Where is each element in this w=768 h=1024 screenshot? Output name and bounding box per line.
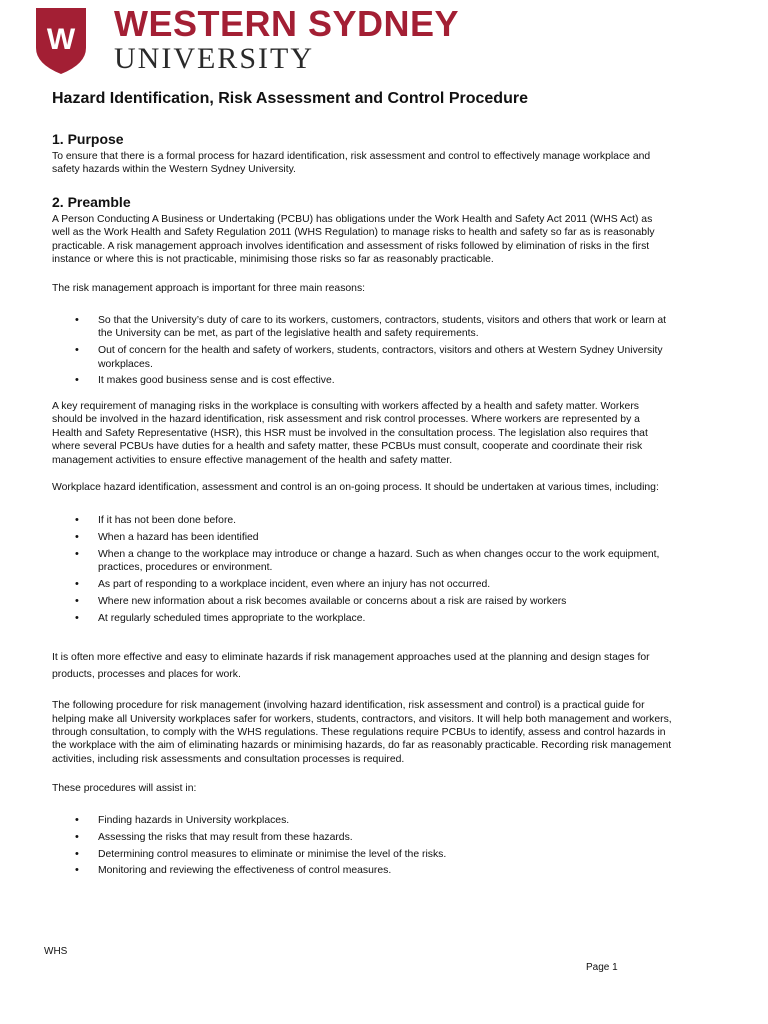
bullet-icon: • — [75, 813, 79, 826]
times-list — [52, 514, 672, 625]
document-body — [52, 88, 672, 890]
list-item: • Out of concern for the health and safety of workers, students, contractors, visitors and others at Western Sydney University workplaces. — [75, 344, 663, 370]
list-item: • At regularly scheduled times appropriate to the workplace. — [75, 611, 366, 624]
bullet-icon: • — [75, 374, 79, 387]
bullet-icon: • — [75, 547, 79, 560]
logo-line-university: UNIVERSITY — [114, 42, 314, 75]
section-purpose — [52, 130, 672, 177]
page-number: Page 1 — [586, 962, 618, 973]
bullet-icon: • — [75, 513, 79, 526]
bullet-icon: • — [75, 864, 79, 877]
preamble-paragraph-5: It is often more effective and easy to eliminate hazards if risk management approaches used at the planning and design stages for products, processes and places for work. — [52, 652, 650, 681]
reasons-list — [52, 314, 672, 388]
bullet-icon: • — [75, 313, 79, 326]
list-item: • Where new information about a risk becomes available or concerns about a risk are raised by workers — [75, 594, 567, 607]
bullet-icon: • — [75, 344, 79, 357]
list-item: • Assessing the risks that may result from these hazards. — [75, 830, 353, 843]
university-logo — [36, 3, 460, 76]
preamble-paragraph-6: The following procedure for risk management (involving hazard identification, risk assessment and control) is a practical guide for helping make all University workplaces safer for workers, students, contractors, and visitors. It will help both management and workers, through consultation, to comply with the WHS regulations. These regulations require PCBUs to identify, assess and control hazards in the workplace with the aim of eliminating hazards or minimising hazards, do far as reasonably practicable. Recording risk management activities, including risk assessments and consultation processes is required. — [52, 700, 672, 765]
bullet-icon: • — [75, 830, 79, 843]
bullet-icon: • — [75, 611, 79, 624]
bullet-icon: • — [75, 578, 79, 591]
assist-list — [52, 814, 672, 878]
list-item: • Monitoring and reviewing the effectiveness of control measures. — [75, 864, 392, 877]
list-item: • When a hazard has been identified — [75, 530, 259, 543]
preamble-paragraph-1: A Person Conducting A Business or Undertaking (PCBU) has obligations under the Work Health and Safety Act 2011 (WHS Act) as well as the Work Health and Safety Regulation 2011 (WHS Regulation) to manage risks to health and safety so far as is reasonably practicable. A risk management approach involves identification and assessment of risks followed by elimination of risks in the first instance or where this is not practicable, minimising those risks so far as reasonably practicable. — [52, 213, 655, 266]
footer-label: WHS — [44, 946, 68, 957]
svg-text:W: W — [46, 23, 76, 56]
section-preamble — [52, 193, 672, 878]
list-item: • When a change to the workplace may introduce or change a hazard. Such as when changes occur to the work equipment, practices, procedures or environment. — [75, 547, 660, 574]
list-item: • Determining control measures to eliminate or minimise the level of the risks. — [75, 847, 447, 860]
list-item: • Finding hazards in University workplaces. — [75, 813, 290, 826]
bullet-icon: • — [75, 847, 79, 860]
purpose-heading: 1. Purpose — [52, 131, 124, 147]
list-item: • As part of responding to a workplace incident, even where an injury has not occurred. — [75, 578, 491, 591]
list-item: • If it has not been done before. — [75, 513, 237, 526]
bullet-icon: • — [75, 530, 79, 543]
preamble-paragraph-7: These procedures will assist in: — [52, 783, 197, 795]
preamble-paragraph-3: A key requirement of managing risks in the workplace is consulting with workers affected by a health and safety matter. Workers should be involved in the hazard identification, risk assessment and risk control processes. Where workers are represented by a Health and Safety Representative (HSR), this HSR must be involved in the consultation process. The legislation also requires that where several PCBUs have duties for a health and safety matter, these PCBUs must consult, cooperate and coordinate their risk management activities to ensure effective management of the health and safety matter. — [52, 400, 648, 466]
bullet-icon: • — [75, 594, 79, 607]
preamble-paragraph-2: The risk management approach is important for three main reasons: — [52, 283, 366, 295]
document-title: Hazard Identification, Risk Assessment and Control Procedure — [52, 90, 528, 107]
list-item: • So that the University’s duty of care to its workers, customers, contractors, students, visitors and others that work or learn at the University can be met, as part of the legislative health and safety requirements. — [75, 313, 667, 340]
purpose-text: To ensure that there is a formal process for hazard identification, risk assessment and control to effectively manage workplace and safety hazards within the Western Sydney University. — [52, 151, 651, 176]
preamble-heading: 2. Preamble — [52, 193, 131, 210]
logo-line-western-sydney: WESTERN SYDNEY — [114, 3, 460, 44]
shield-logo-icon — [36, 8, 86, 74]
preamble-paragraph-4: Workplace hazard identification, assessment and control is an on-going process. It should be undertaken at various times, including: — [52, 481, 659, 493]
logo-wordmark — [114, 3, 460, 75]
list-item: • It makes good business sense and is cost effective. — [75, 374, 335, 387]
